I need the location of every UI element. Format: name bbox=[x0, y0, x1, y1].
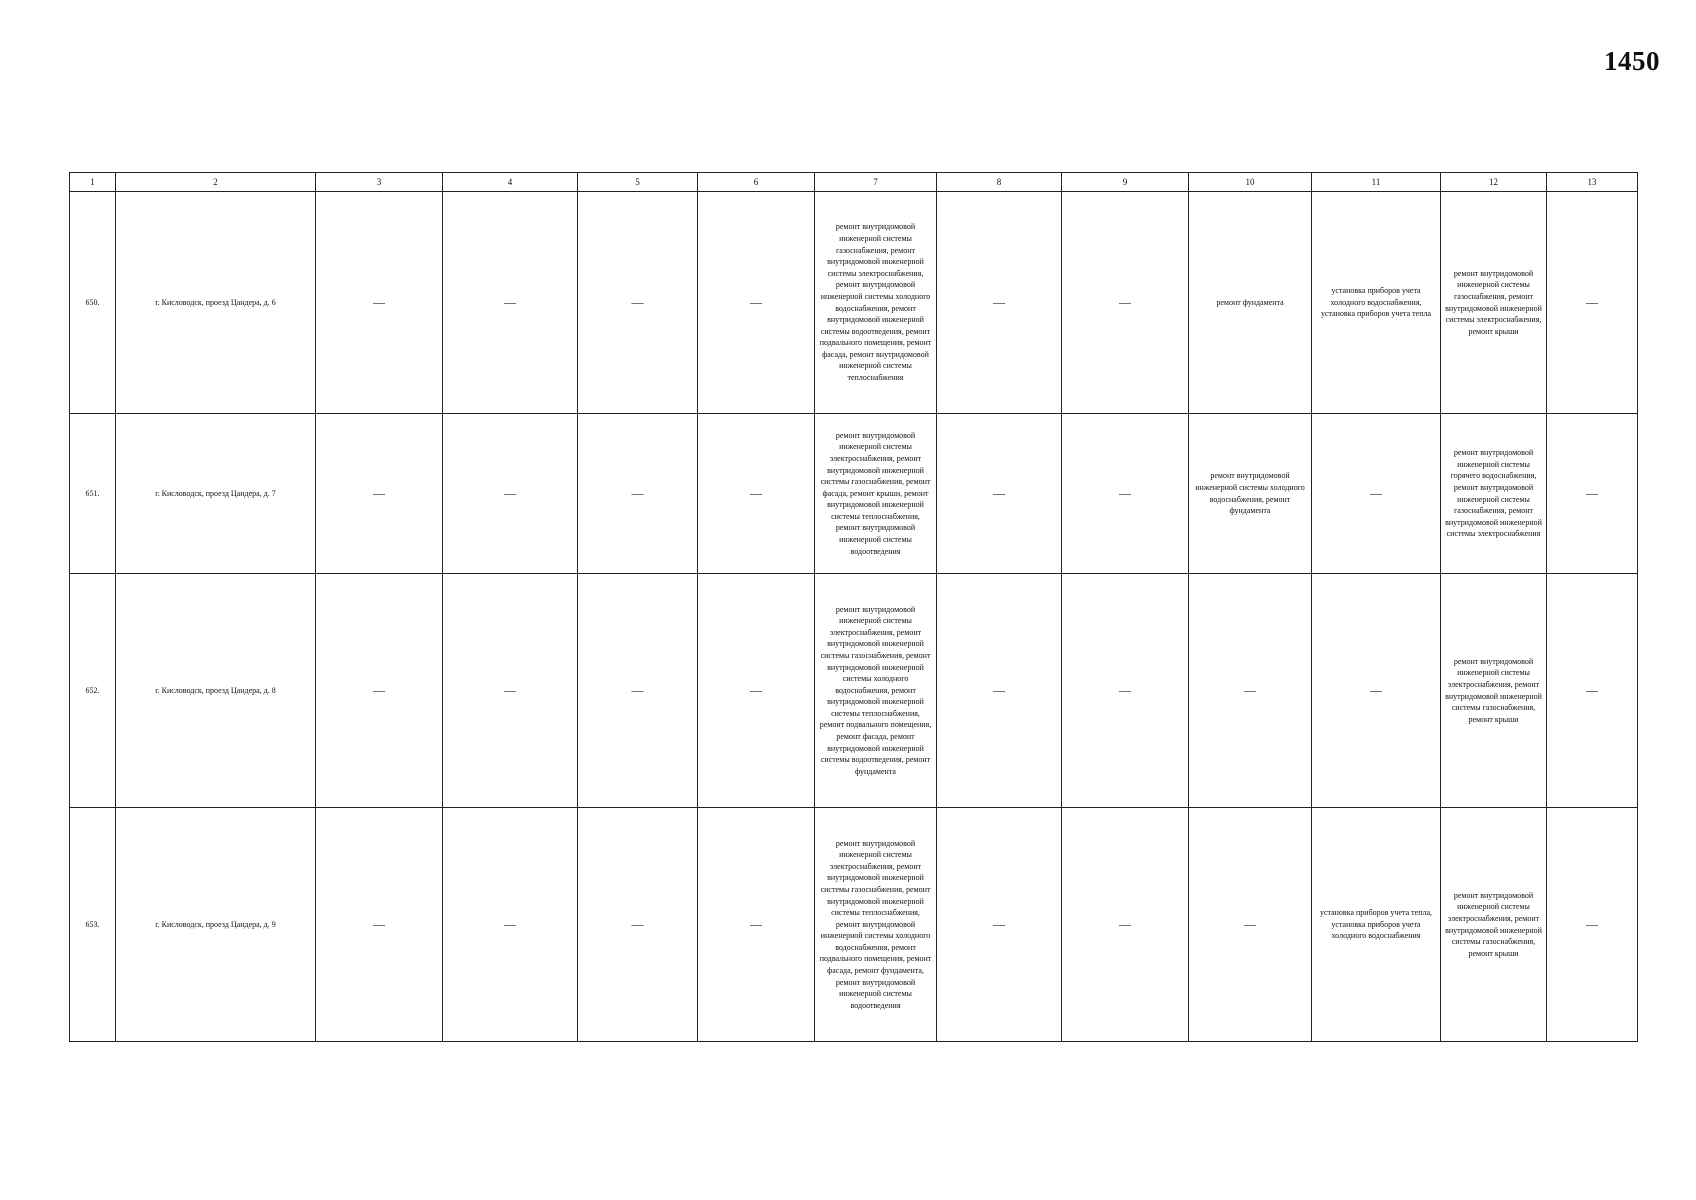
column-header: 10 bbox=[1189, 173, 1312, 192]
cell-col-9 bbox=[1062, 808, 1189, 1042]
row-number: 650. bbox=[70, 192, 116, 414]
table-row bbox=[70, 192, 1638, 414]
empty-dash: — bbox=[504, 294, 516, 309]
cell-col-4 bbox=[443, 414, 578, 574]
row-number: 652. bbox=[70, 574, 116, 808]
cell-col-3 bbox=[316, 414, 443, 574]
column-header: 1 bbox=[70, 173, 116, 192]
works-list-cell: ремонт внутридомовой инженерной системы электроснабжения, ремонт внутридомовой инженерной системы газоснабжения, ремонт внутридомовой инженерной системы теплоснабжения, ремонт внутридомовой инженерной системы холодного водоснабжения, ремонт подвального помещения, ремонт фасада, ремонт фундамента, ремонт внутридомовой инженерной системы водоотведения bbox=[815, 808, 937, 1042]
empty-dash: — bbox=[1370, 682, 1382, 697]
cell-col-8 bbox=[937, 414, 1062, 574]
empty-dash: — bbox=[1119, 485, 1131, 500]
cell-col-9 bbox=[1062, 574, 1189, 808]
works-list-cell: ремонт внутридомовой инженерной системы электроснабжения, ремонт внутридомовой инженерной системы газоснабжения, ремонт крыши bbox=[1441, 574, 1547, 808]
empty-dash: — bbox=[1119, 682, 1131, 697]
works-list-cell: ремонт внутридомовой инженерной системы электроснабжения, ремонт внутридомовой инженерной системы газоснабжения, ремонт крыши bbox=[1441, 808, 1547, 1042]
column-header: 3 bbox=[316, 173, 443, 192]
cell-col-8 bbox=[937, 192, 1062, 414]
address-cell: г. Кисловодск, проезд Цандера, д. 6 bbox=[116, 192, 316, 414]
cell-col-11 bbox=[1312, 574, 1441, 808]
empty-dash: — bbox=[1586, 682, 1598, 697]
empty-dash: — bbox=[1370, 485, 1382, 500]
cell-col-13 bbox=[1547, 808, 1638, 1042]
empty-dash: — bbox=[631, 682, 644, 697]
column-header: 7 bbox=[815, 173, 937, 192]
empty-dash: — bbox=[1119, 294, 1131, 309]
table-row bbox=[70, 414, 1638, 574]
row-number: 651. bbox=[70, 414, 116, 574]
empty-dash: — bbox=[1586, 485, 1598, 500]
column-header: 11 bbox=[1312, 173, 1441, 192]
empty-dash: — bbox=[1119, 916, 1131, 931]
column-header: 12 bbox=[1441, 173, 1547, 192]
empty-dash: — bbox=[631, 485, 644, 500]
empty-dash: — bbox=[993, 682, 1005, 697]
column-header: 5 bbox=[578, 173, 698, 192]
works-list-cell: ремонт внутридомовой инженерной системы газоснабжения, ремонт внутридомовой инженерной системы электроснабжения, ремонт внутридомовой инженерной системы холодного водоснабжения, ремонт внутридомовой инженерной системы водоотведения, ремонт подвального помещения, ремонт фасада, ремонт внутридомовой инженерной системы теплоснабжения bbox=[815, 192, 937, 414]
empty-dash: — bbox=[373, 916, 385, 931]
cell-col-9 bbox=[1062, 192, 1189, 414]
works-list-cell: ремонт внутридомовой инженерной системы горячего водоснабжения, ремонт внутридомовой инженерной системы газоснабжения, ремонт внутридомовой инженерной системы электроснабжения bbox=[1441, 414, 1547, 574]
cell-col-5 bbox=[578, 574, 698, 808]
cell-col-6 bbox=[698, 808, 815, 1042]
cell-col-9 bbox=[1062, 414, 1189, 574]
column-header: 8 bbox=[937, 173, 1062, 192]
empty-dash: — bbox=[373, 485, 385, 500]
cell-col-4 bbox=[443, 574, 578, 808]
cell-col-4 bbox=[443, 808, 578, 1042]
empty-dash: — bbox=[1586, 294, 1598, 309]
empty-dash: — bbox=[750, 916, 762, 931]
empty-dash: — bbox=[1586, 916, 1598, 931]
empty-dash: — bbox=[504, 916, 516, 931]
cell-col-5 bbox=[578, 808, 698, 1042]
empty-dash: — bbox=[750, 294, 762, 309]
table-row bbox=[70, 574, 1638, 808]
column-header: 13 bbox=[1547, 173, 1638, 192]
works-list-cell: ремонт внутридомовой инженерной системы электроснабжения, ремонт внутридомовой инженерной системы газоснабжения, ремонт внутридомовой инженерной системы холодного водоснабжения, ремонт внутридомовой инженерной системы теплоснабжения, ремонт подвального помещения, ремонт фасада, ремонт внутридомовой инженерной системы водоотведения, ремонт фундамента bbox=[815, 574, 937, 808]
cell-col-10 bbox=[1189, 574, 1312, 808]
cell-col-6 bbox=[698, 414, 815, 574]
page-number: 1450 bbox=[1604, 46, 1660, 76]
empty-dash: — bbox=[750, 485, 762, 500]
repair-schedule-table bbox=[69, 172, 1638, 1042]
cell-col-13 bbox=[1547, 414, 1638, 574]
cell-col-10 bbox=[1189, 808, 1312, 1042]
empty-dash: — bbox=[1244, 916, 1256, 931]
works-list-cell: ремонт внутридомовой инженерной системы холодного водоснабжения, ремонт фундамента bbox=[1189, 414, 1312, 574]
empty-dash: — bbox=[750, 682, 762, 697]
column-header: 6 bbox=[698, 173, 815, 192]
cell-col-8 bbox=[937, 808, 1062, 1042]
cell-col-4 bbox=[443, 192, 578, 414]
cell-col-5 bbox=[578, 192, 698, 414]
address-cell: г. Кисловодск, проезд Цандера, д. 8 bbox=[116, 574, 316, 808]
address-cell: г. Кисловодск, проезд Цандера, д. 7 bbox=[116, 414, 316, 574]
empty-dash: — bbox=[993, 294, 1005, 309]
empty-dash: — bbox=[504, 682, 516, 697]
empty-dash: — bbox=[504, 485, 516, 500]
empty-dash: — bbox=[993, 485, 1005, 500]
cell-col-3 bbox=[316, 574, 443, 808]
empty-dash: — bbox=[1244, 682, 1256, 697]
cell-col-3 bbox=[316, 192, 443, 414]
column-header: 2 bbox=[116, 173, 316, 192]
works-list-cell: установка приборов учета тепла, установка приборов учета холодного водоснабжения bbox=[1312, 808, 1441, 1042]
empty-dash: — bbox=[373, 682, 385, 697]
empty-dash: — bbox=[993, 916, 1005, 931]
works-list-cell: ремонт фундамента bbox=[1189, 192, 1312, 414]
works-list-cell: установка приборов учета холодного водоснабжения, установка приборов учета тепла bbox=[1312, 192, 1441, 414]
empty-dash: — bbox=[373, 294, 385, 309]
empty-dash: — bbox=[631, 294, 644, 309]
row-number: 653. bbox=[70, 808, 116, 1042]
cell-col-3 bbox=[316, 808, 443, 1042]
empty-dash: — bbox=[631, 916, 644, 931]
cell-col-13 bbox=[1547, 574, 1638, 808]
column-header: 9 bbox=[1062, 173, 1189, 192]
cell-col-13 bbox=[1547, 192, 1638, 414]
cell-col-8 bbox=[937, 574, 1062, 808]
table-row bbox=[70, 808, 1638, 1042]
address-cell: г. Кисловодск, проезд Цандера, д. 9 bbox=[116, 808, 316, 1042]
cell-col-6 bbox=[698, 574, 815, 808]
column-header: 4 bbox=[443, 173, 578, 192]
column-number-header-row bbox=[70, 173, 1638, 192]
cell-col-11 bbox=[1312, 414, 1441, 574]
works-list-cell: ремонт внутридомовой инженерной системы электроснабжения, ремонт внутридомовой инженерной системы газоснабжения, ремонт фасада, ремонт крыши, ремонт внутридомовой инженерной системы теплоснабжения, ремонт внутридомовой инженерной системы водоотведения bbox=[815, 414, 937, 574]
works-list-cell: ремонт внутридомовой инженерной системы газоснабжения, ремонт внутридомовой инженерной системы электроснабжения, ремонт крыши bbox=[1441, 192, 1547, 414]
cell-col-6 bbox=[698, 192, 815, 414]
cell-col-5 bbox=[578, 414, 698, 574]
